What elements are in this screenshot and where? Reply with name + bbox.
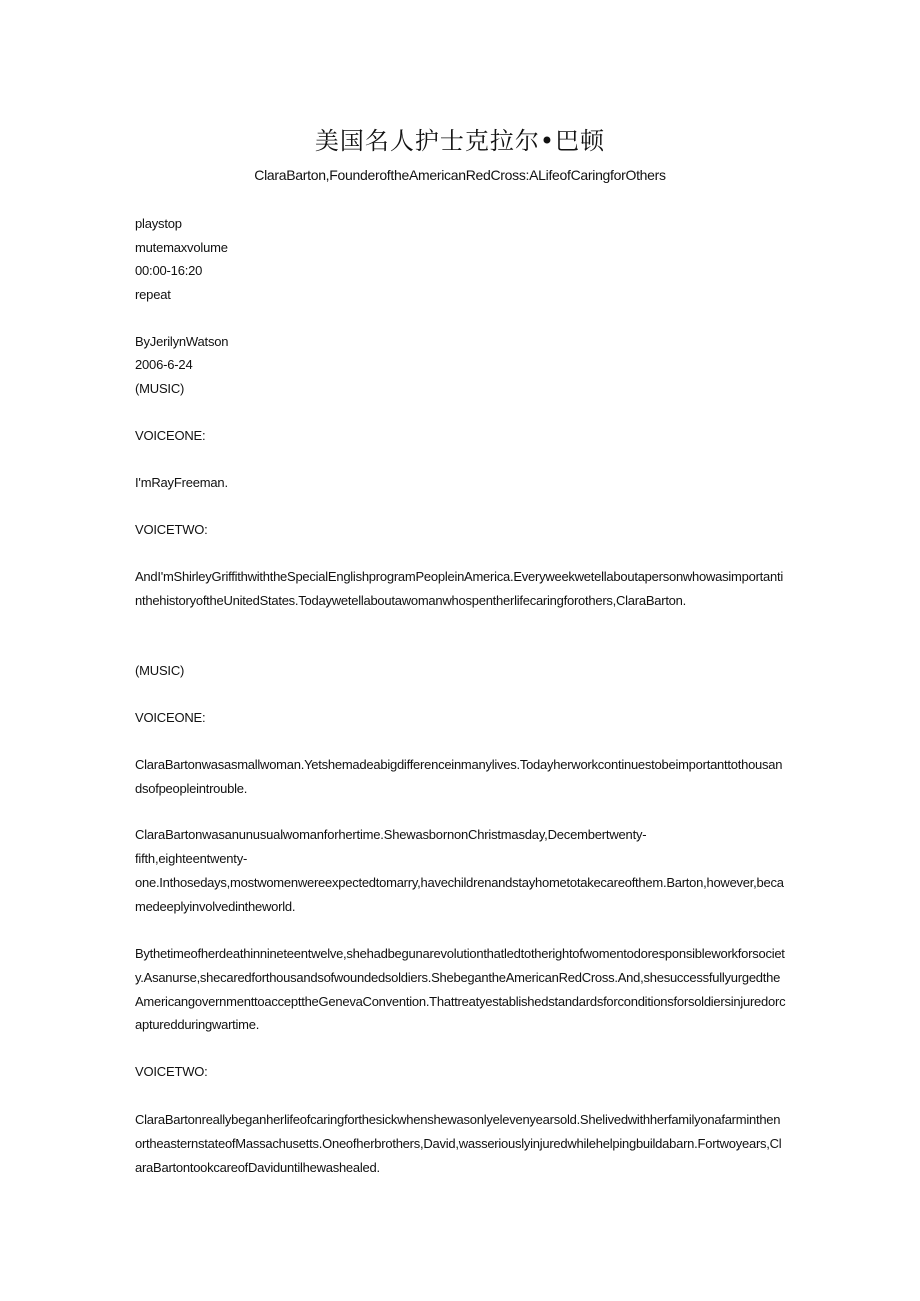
transcript-paragraph: ClaraBartonreallybeganherlifeofcaringforthesickwhenshewasonlyelevenyearsold.ShelivedwithherfamilyonafarminthenortheasternstateofMassachusetts.Oneofherbrothers,David,wasseriouslyinjuredwhilehelpingbuildabarn.Fortwoyears,ClaraBartontookcareofDaviduntilhewashealed. [135, 1112, 782, 1175]
transcript-paragraph: AndI'mShirleyGriffithwiththeSpecialEnglishprogramPeopleinAmerica.EveryweekwetellaboutapersonwhowasimportantinthehistoryoftheUnitedStates.Todaywetellaboutawomanwhospentherlifecaringforothers,ClaraBarton. [135, 569, 783, 608]
player-mute-volume[interactable]: mutemaxvolume [135, 240, 228, 255]
transcript-paragraph-line: fifth,eighteentwenty- [135, 851, 248, 866]
player-play-stop[interactable]: playstop [135, 216, 182, 231]
player-repeat[interactable]: repeat [135, 287, 171, 302]
transcript-paragraph: ClaraBartonwasasmallwoman.Yetshemadeabigdifferenceinmanylives.Todayherworkcontinuestobeimportanttothousandsofpeopleintrouble. [135, 757, 783, 796]
speaker-label-voice-two: VOICETWO: [135, 522, 208, 537]
player-time-readout: 00:00-16:20 [135, 263, 203, 278]
transcript-paragraph: I'mRayFreeman. [135, 475, 228, 490]
document-title-english: ClaraBarton,FounderoftheAmericanRedCross:ALifeofCaringforOthers [254, 167, 666, 183]
transcript-paragraph: Bythetimeofherdeathinnineteentwelve,shehadbegunarevolutionthatledtotherightofwomentodoresponsibleworkforsociety.Asanurse,shecaredforthousandsofwoundedsoldiers.ShebegantheAmericanRedCross.And,shesuccessfullyurgedtheAmericangovernmenttoaccepttheGenevaConvention.Thattreatyestablishedstandardsforconditionsforsoldiersinjuredorcapturedduringwartime. [135, 946, 786, 1033]
byline: ByJerilynWatson [135, 334, 229, 349]
speaker-label-voice-one: VOICEONE: [135, 710, 206, 725]
speaker-label-voice-two: VOICETWO: [135, 1064, 208, 1079]
transcript-paragraph: one.Inthosedays,mostwomenwereexpectedtomarry,havechildrenandstayhometotakecareofthem.Barton,however,becamedeeplyinvolvedintheworld. [135, 875, 784, 914]
music-cue: (MUSIC) [135, 663, 185, 678]
publish-date: 2006-6-24 [135, 357, 193, 372]
transcript-paragraph-line: ClaraBartonwasanunusualwomanforhertime.ShewasbornonChristmasday,Decembertwenty- [135, 827, 647, 842]
speaker-label-voice-one: VOICEONE: [135, 428, 206, 443]
document-title-chinese: 美国名人护士克拉尔•巴顿 [314, 127, 606, 155]
music-cue: (MUSIC) [135, 381, 185, 396]
